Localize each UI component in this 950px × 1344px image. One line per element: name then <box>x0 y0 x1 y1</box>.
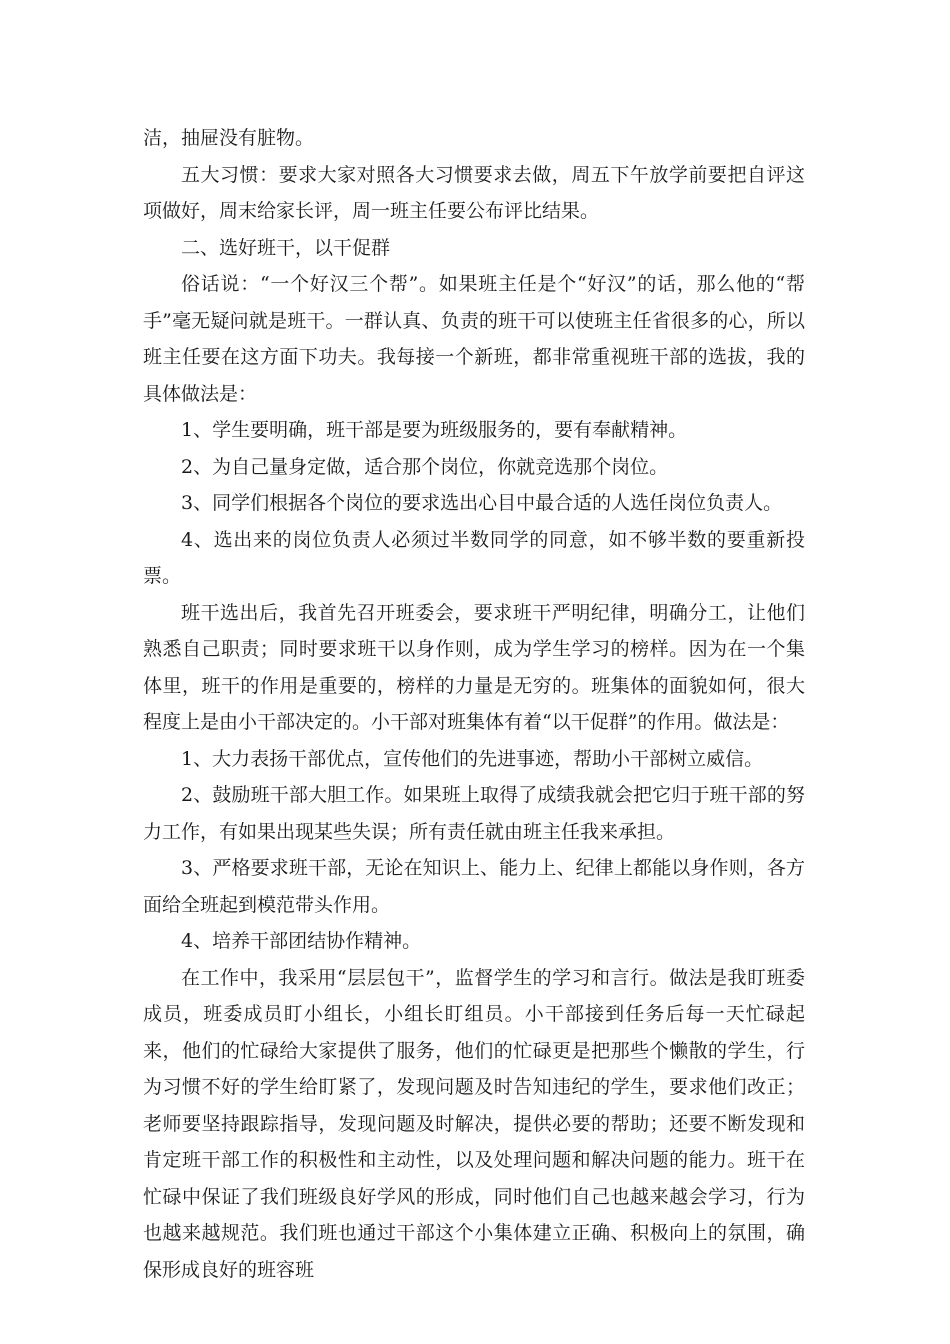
list-item-4: 4、选出来的岗位负责人必须过半数同学的同意，如不够半数的要重新投票。 <box>143 528 805 587</box>
paragraph-class-committee: 班干选出后，我首先召开班委会，要求班干严明纪律，明确分工，让他们熟悉自己职责；同时要求班干以身作则，成为学生学习的榜样。因为在一个集体里，班干的作用是重要的，榜样的力量是无穷的。班集体的面貌如何，很大程度上是由小干部决定的。小干部对班集体有着“以干促群”的作用。做法是： <box>143 601 805 733</box>
list-item-3: 3、同学们根据各个岗位的要求选出心目中最合适的人选任岗位负责人。 <box>181 492 783 514</box>
document-body <box>143 120 805 1288</box>
list-item-1: 1、学生要明确，班干部是要为班级服务的，要有奉献精神。 <box>181 419 688 441</box>
paragraph-proverb: 俗话说：“一个好汉三个帮”。如果班主任是个“好汉”的话，那么他的“帮手”毫无疑问就是班干。一群认真、负责的班干可以使班主任省很多的心，所以班主任要在这方面下功夫。我每接一个新班，都非常重视班干部的选拔，我的具体做法是： <box>143 273 805 405</box>
paragraph-five-habits: 五大习惯：要求大家对照各大习惯要求去做，周五下午放学前要把自评这项做好，周末给家长评，周一班主任要公布评比结果。 <box>143 163 805 222</box>
method-item-3: 3、严格要求班干部，无论在知识上、能力上、纪律上都能以身作则，各方面给全班起到模范带头作用。 <box>143 857 805 916</box>
section-heading-2: 二、选好班干，以干促群 <box>181 236 391 259</box>
paragraph-layered-supervision: 在工作中，我采用“层层包干”，监督学生的学习和言行。做法是我盯班委成员，班委成员盯小组长，小组长盯组员。小干部接到任务后每一天忙碌起来，他们的忙碌给大家提供了服务，他们的忙碌更是把那些个懒散的学生，行为习惯不好的学生给盯紧了，发现问题及时告知违纪的学生，要求他们改正；老师要坚持跟踪指导，发现问题及时解决，提供必要的帮助；还要不断发现和肯定班干部工作的积极性和主动性，以及处理问题和解决问题的能力。班干在忙碌中保证了我们班级良好学风的形成，同时他们自己也越来越会学习，行为也越来越规范。我们班也通过干部这个小集体建立正确、积极向上的氛围，确保形成良好的班容班 <box>143 966 805 1281</box>
paragraph-continuation: 洁，抽屉没有脏物。 <box>143 127 315 149</box>
method-item-2: 2、鼓励班干部大胆工作。如果班上取得了成绩我就会把它归于班干部的努力工作，有如果出现某些失误；所有责任就由班主任我来承担。 <box>143 784 805 843</box>
method-item-1: 1、大力表扬干部优点，宣传他们的先进事迹，帮助小干部树立威信。 <box>181 747 764 770</box>
list-item-2: 2、为自己量身定做，适合那个岗位，你就竞选那个岗位。 <box>181 455 669 478</box>
method-item-4: 4、培养干部团结协作精神。 <box>181 930 422 952</box>
